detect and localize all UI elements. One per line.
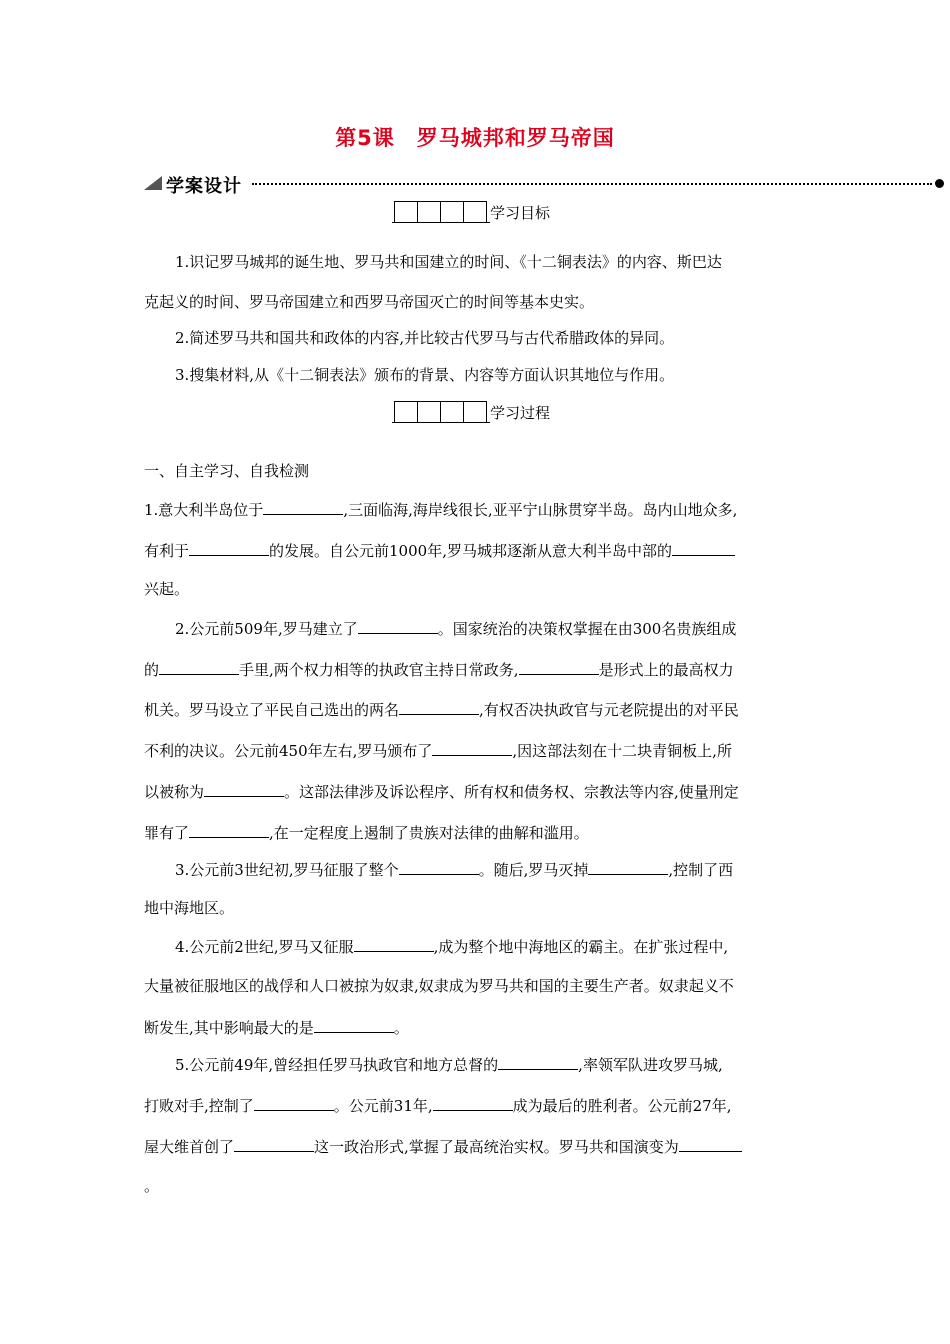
answer-blank[interactable] [399, 858, 479, 875]
answer-blank[interactable] [399, 698, 479, 715]
question-5-line-2: 打败对手,控制了 。公元前31年, 成为最后的胜利者。公元前27年, [144, 1094, 732, 1116]
answer-blank[interactable] [432, 739, 512, 756]
answer-blank[interactable] [254, 1094, 334, 1111]
triangle-icon [144, 176, 162, 190]
objectives-heading-text: 学习目标 [490, 204, 551, 222]
section-header [144, 172, 944, 196]
question-2-line-1: 2.公元前509年,罗马建立了 。国家统治的决策权掌握在由300名贵族组成 [175, 617, 736, 639]
answer-blank[interactable] [234, 1135, 314, 1152]
question-4-line-3: 断发生,其中影响最大的是 。 [144, 1016, 409, 1038]
objective-1-line-1: 1.识记罗马城邦的诞生地、罗马共和国建立的时间、《十二铜表法》的内容、斯巴达 [175, 253, 722, 271]
question-5-line-4: 。 [144, 1177, 160, 1195]
question-4-line-2: 大量被征服地区的战俘和人口被掠为奴隶,奴隶成为罗马共和国的主要生产者。奴隶起义不 [144, 977, 734, 995]
objective-1-line-2: 克起义的时间、罗马帝国建立和西罗马帝国灭亡的时间等基本史实。 [144, 293, 595, 311]
question-2-line-2: 的 手里,两个权力相等的执政官主持日常政务, 是形式上的最高权力 [144, 658, 734, 680]
answer-blank[interactable] [672, 539, 735, 556]
question-2-line-4: 不利的决议。公元前450年左右,罗马颁布了 ,因这部法刻在十二块青铜板上,所 [144, 739, 732, 761]
question-1-line-1: 1.意大利半岛位于 ,三面临海,海岸线很长,亚平宁山脉贯穿半岛。岛内山地众多, [144, 498, 737, 520]
objective-2: 2.简述罗马共和国共和政体的内容,并比较古代罗马与古代希腊政体的异同。 [175, 329, 675, 347]
question-4-line-1: 4.公元前2世纪,罗马又征服 ,成为整个地中海地区的霸主。在扩张过程中, [175, 935, 728, 957]
heading-boxes [394, 201, 487, 223]
heading-boxes [394, 401, 487, 423]
question-5-line-1: 5.公元前49年,曾经担任罗马执政官和地方总督的 ,率领军队进攻罗马城, [175, 1053, 723, 1075]
answer-blank[interactable] [159, 658, 239, 675]
answer-blank[interactable] [204, 780, 284, 797]
answer-blank[interactable] [588, 858, 668, 875]
answer-blank[interactable] [189, 539, 269, 556]
answer-blank[interactable] [519, 658, 599, 675]
answer-blank[interactable] [354, 935, 434, 952]
objective-3: 3.搜集材料,从《十二铜表法》颁布的背景、内容等方面认识其地位与作用。 [175, 366, 675, 384]
question-3-line-1: 3.公元前3世纪初,罗马征服了整个 。随后,罗马灭掉 ,控制了西 [175, 858, 733, 880]
question-2-line-5: 以被称为 。这部法律涉及诉讼程序、所有权和债务权、宗教法等内容,使量刑定 [144, 780, 739, 802]
answer-blank[interactable] [358, 617, 438, 634]
page-title: 第5课 罗马城邦和罗马帝国 [335, 126, 615, 150]
answer-blank[interactable] [189, 821, 269, 838]
part-1-heading: 一、自主学习、自我检测 [144, 462, 310, 480]
question-1-line-3: 兴起。 [144, 580, 190, 598]
question-3-line-2: 地中海地区。 [144, 899, 235, 917]
answer-blank[interactable] [314, 1016, 394, 1033]
answer-blank[interactable] [498, 1053, 578, 1070]
dot-end-icon [935, 179, 944, 188]
answer-blank[interactable] [263, 498, 343, 515]
question-5-line-3: 屋大维首创了 这一政治形式,掌握了最高统治实权。罗马共和国演变为 [144, 1135, 742, 1157]
question-2-line-3: 机关。罗马设立了平民自己选出的两名 ,有权否决执政官与元老院提出的对平民 [144, 698, 739, 720]
section-label: 学案设计 [166, 176, 242, 197]
question-2-line-6: 罪有了 ,在一定程度上遏制了贵族对法律的曲解和滥用。 [144, 821, 589, 843]
answer-blank[interactable] [679, 1135, 742, 1152]
question-1-line-2: 有利于 的发展。自公元前1000年,罗马城邦逐渐从意大利半岛中部的 [144, 539, 735, 561]
process-heading-text: 学习过程 [490, 404, 551, 422]
answer-blank[interactable] [433, 1094, 513, 1111]
dotted-divider [252, 183, 932, 185]
